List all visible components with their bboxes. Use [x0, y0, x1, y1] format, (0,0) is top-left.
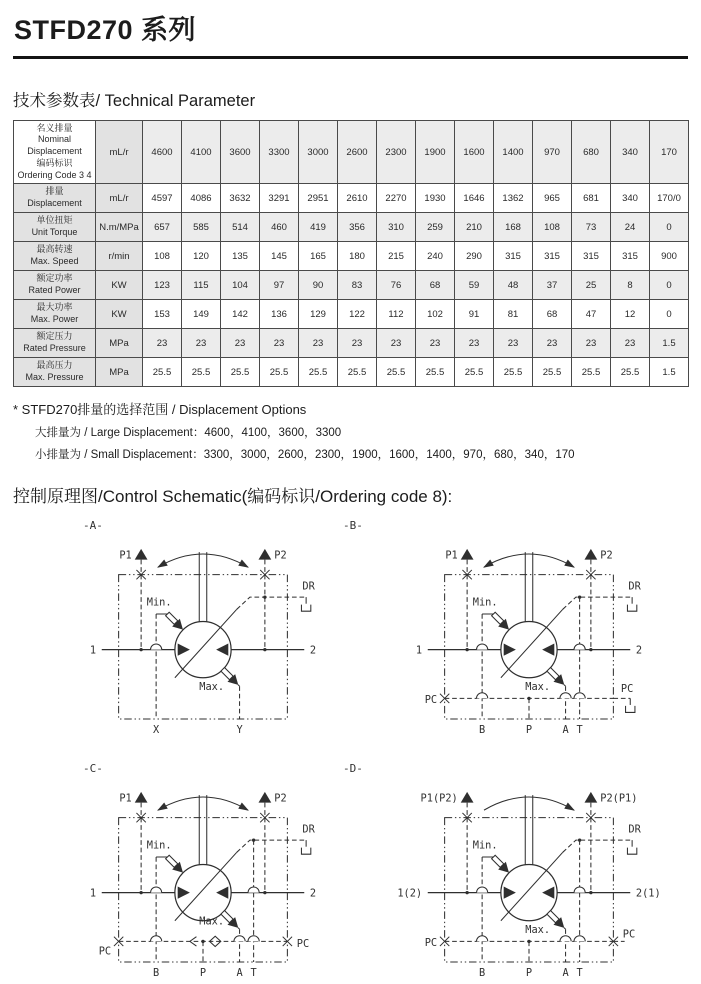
table-cell: 135 [221, 242, 260, 271]
line-jump-icon [477, 935, 488, 941]
line-jump-icon [574, 644, 585, 650]
table-cell: 419 [299, 213, 338, 242]
table-cell: 1930 [416, 184, 455, 213]
table-cell: 170/0 [650, 184, 689, 213]
table-cell: 1646 [455, 184, 494, 213]
port-a-label: A [562, 724, 569, 736]
junction-dot [139, 648, 142, 651]
port-2-label: 2 [310, 644, 316, 656]
table-cell: 680 [572, 121, 611, 184]
junction-dot [527, 939, 530, 942]
table-cell: 25.5 [572, 358, 611, 387]
schematic-a [53, 539, 353, 742]
p1-label: P1 [119, 792, 131, 804]
row-label: 额定压力 Rated Pressure [14, 329, 96, 358]
p1-flow-triangle-icon [135, 549, 148, 560]
pc-left-label: PC [425, 694, 437, 706]
table-cell: 47 [572, 300, 611, 329]
table-cell: 23 [416, 329, 455, 358]
line-jump-icon [151, 887, 162, 893]
table-cell: 102 [416, 300, 455, 329]
max-control-elbow [564, 685, 566, 687]
max-label: Max. [199, 915, 224, 927]
schematic-cell-b [379, 525, 679, 742]
p1-label: P1 [445, 550, 457, 562]
table-cell: 97 [260, 271, 299, 300]
table-cell: 965 [533, 184, 572, 213]
table-cell: 25.5 [182, 358, 221, 387]
table-cell: 90 [299, 271, 338, 300]
pc-left-label: PC [425, 937, 437, 949]
table-cell: 1400 [494, 121, 533, 184]
table-cell: 315 [572, 242, 611, 271]
table-cell: 165 [299, 242, 338, 271]
table-cell: 900 [650, 242, 689, 271]
line-jump-icon [574, 935, 585, 941]
line-jump-icon [477, 693, 488, 699]
row-unit: mL/r [96, 184, 143, 213]
pc-right-label: PC [623, 928, 635, 940]
table-cell: 1.5 [650, 358, 689, 387]
table-cell: 142 [221, 300, 260, 329]
table-cell: 122 [338, 300, 377, 329]
arc-arrowhead-icon [157, 559, 168, 567]
max-control-elbow [238, 927, 240, 929]
table-cell: 23 [455, 329, 494, 358]
min-label: Min. [473, 839, 498, 851]
port-1-label: 1 [90, 887, 96, 899]
table-cell: 2300 [377, 121, 416, 184]
table-cell: 4086 [182, 184, 221, 213]
table-cell: 23 [299, 329, 338, 358]
schematic-b [379, 539, 679, 742]
small-displacement-note: 小排量为 / Small Displacement：3300，3000，2600，2300，1900，1600，1400，970，680，340，170 [35, 446, 688, 462]
table-cell: 1900 [416, 121, 455, 184]
table-cell: 23 [182, 329, 221, 358]
row-label: 最高压力 Max. Pressure [14, 358, 96, 387]
parameters-section-title: 技术参数表/ Technical Parameter [13, 87, 688, 111]
table-cell: 4100 [182, 121, 221, 184]
p2-label: P2 [274, 550, 286, 562]
table-cell: 657 [143, 213, 182, 242]
p2-label: P2 [274, 792, 286, 804]
table-cell: 290 [455, 242, 494, 271]
title-rule [13, 56, 688, 59]
p1-label: P1(P2) [421, 792, 458, 804]
junction-dot [263, 890, 266, 893]
table-cell: 460 [260, 213, 299, 242]
table-cell: 315 [533, 242, 572, 271]
rotation-arc [484, 554, 574, 567]
displacement-options-note: * STFD270排量的选择范围 / Displacement Options [13, 399, 688, 418]
pc-left-label: PC [99, 945, 111, 957]
table-cell: 3000 [299, 121, 338, 184]
table-cell: 25.5 [143, 358, 182, 387]
rotation-arc [484, 797, 574, 810]
schematic-cell-c [53, 768, 353, 984]
table-cell: 25.5 [416, 358, 455, 387]
junction-dot [263, 648, 266, 651]
max-control-elbow [238, 685, 240, 687]
table-cell: 12 [611, 300, 650, 329]
table-cell: 356 [338, 213, 377, 242]
table-cell: 2270 [377, 184, 416, 213]
arc-arrowhead-icon [157, 802, 168, 810]
p1-flow-triangle-icon [461, 549, 474, 560]
p2-flow-triangle-icon [259, 549, 272, 560]
table-cell: 23 [572, 329, 611, 358]
port-t-label: T [577, 967, 583, 979]
table-row [14, 271, 689, 300]
schematic-tag-b: -B- [343, 519, 363, 532]
table-cell: 3632 [221, 184, 260, 213]
arc-arrowhead-icon [238, 802, 249, 810]
line-jump-icon [248, 935, 259, 941]
table-cell: 23 [533, 329, 572, 358]
table-row [14, 242, 689, 271]
row-unit: KW [96, 300, 143, 329]
drain-symbol-icon [627, 597, 636, 611]
drain-line [563, 840, 632, 852]
schematic-grid [13, 525, 688, 984]
junction-dot [465, 890, 468, 893]
line-jump-icon [477, 887, 488, 893]
port-1-label: 1(2) [397, 887, 422, 899]
row-unit: mL/r [96, 121, 143, 184]
row-label: 单位扭矩 Unit Torque [14, 213, 96, 242]
table-cell: 4597 [143, 184, 182, 213]
table-cell: 104 [221, 271, 260, 300]
table-cell: 129 [299, 300, 338, 329]
dr-label: DR [302, 823, 315, 835]
table-cell: 83 [338, 271, 377, 300]
table-cell: 310 [377, 213, 416, 242]
table-cell: 170 [650, 121, 689, 184]
row-unit: KW [96, 271, 143, 300]
table-cell: 0 [650, 271, 689, 300]
table-cell: 149 [182, 300, 221, 329]
rotation-arc [158, 554, 248, 567]
table-cell: 115 [182, 271, 221, 300]
port-1-label: 1 [90, 644, 96, 656]
table-cell: 136 [260, 300, 299, 329]
table-cell: 240 [416, 242, 455, 271]
port-b-label: B [479, 967, 485, 979]
port-b-label: B [153, 967, 159, 979]
min-label: Min. [147, 597, 172, 609]
junction-dot [201, 939, 204, 942]
table-cell: 259 [416, 213, 455, 242]
port-t-label: T [577, 724, 583, 736]
table-cell: 120 [182, 242, 221, 271]
table-cell: 25.5 [611, 358, 650, 387]
max-label: Max. [525, 923, 550, 935]
rotation-arc [158, 797, 248, 810]
table-cell: 340 [611, 184, 650, 213]
table-cell: 0 [650, 213, 689, 242]
port-1-label: 1 [416, 644, 422, 656]
table-row [14, 121, 689, 184]
row-unit: MPa [96, 329, 143, 358]
table-cell: 1.5 [650, 329, 689, 358]
row-unit: N.m/MPa [96, 213, 143, 242]
port-y-label: Y [236, 724, 243, 736]
params-table-body [14, 121, 689, 387]
schematic-cell-d [379, 768, 679, 984]
table-cell: 3300 [260, 121, 299, 184]
table-cell: 25.5 [533, 358, 572, 387]
pc-right-label: PC [297, 938, 309, 950]
p2-label: P2 [600, 550, 612, 562]
table-cell: 81 [494, 300, 533, 329]
row-label: 最高转速 Max. Speed [14, 242, 96, 271]
port-p-label: P [526, 724, 532, 736]
min-label: Min. [473, 597, 498, 609]
table-cell: 68 [416, 271, 455, 300]
table-cell: 23 [377, 329, 416, 358]
schematic-section-title: 控制原理图/Control Schematic(编码标识/Ordering code 8): [13, 482, 688, 507]
table-cell: 73 [572, 213, 611, 242]
drain-line [237, 840, 306, 852]
port-a-label: A [236, 967, 243, 979]
arc-arrowhead-icon [564, 802, 575, 810]
port-a-label: A [562, 967, 569, 979]
port-t-label: T [251, 967, 257, 979]
schematic-tag-c: -C- [83, 762, 103, 775]
table-cell: 23 [338, 329, 377, 358]
port-b-label: B [479, 724, 485, 736]
drain-symbol-icon [627, 840, 636, 854]
junction-dot [465, 648, 468, 651]
table-cell: 681 [572, 184, 611, 213]
p2-flow-triangle-icon [585, 549, 598, 560]
table-cell: 168 [494, 213, 533, 242]
row-unit: r/min [96, 242, 143, 271]
line-jump-icon [560, 693, 571, 699]
min-label: Min. [147, 839, 172, 851]
table-cell: 153 [143, 300, 182, 329]
line-jump-icon [477, 644, 488, 650]
schematic-tag-d: -D- [343, 762, 363, 775]
line-jump-icon [151, 644, 162, 650]
dr-label: DR [628, 823, 641, 835]
port-x-label: X [153, 724, 160, 736]
arc-arrowhead-icon [238, 559, 249, 567]
max-control-elbow [564, 927, 566, 929]
table-cell: 23 [143, 329, 182, 358]
table-row [14, 329, 689, 358]
table-cell: 108 [143, 242, 182, 271]
table-cell: 68 [533, 300, 572, 329]
table-cell: 25 [572, 271, 611, 300]
arc-arrowhead-icon [483, 559, 494, 567]
table-cell: 2951 [299, 184, 338, 213]
junction-dot [139, 890, 142, 893]
table-cell: 970 [533, 121, 572, 184]
line-jump-icon [574, 887, 585, 893]
table-cell: 23 [221, 329, 260, 358]
junction-dot [527, 697, 530, 700]
port-p-label: P [526, 967, 532, 979]
table-cell: 315 [494, 242, 533, 271]
p1-flow-triangle-icon [461, 791, 474, 802]
table-cell: 585 [182, 213, 221, 242]
table-cell: 108 [533, 213, 572, 242]
row-label: 排量 Displacement [14, 184, 96, 213]
table-cell: 2600 [338, 121, 377, 184]
table-cell: 91 [455, 300, 494, 329]
table-cell: 0 [650, 300, 689, 329]
port-2-label: 2(1) [636, 887, 661, 899]
table-row [14, 300, 689, 329]
table-cell: 23 [611, 329, 650, 358]
row-label: 额定功率 Rated Power [14, 271, 96, 300]
table-cell: 1600 [455, 121, 494, 184]
schematic-cell-a [53, 525, 353, 742]
table-cell: 76 [377, 271, 416, 300]
max-label: Max. [199, 681, 224, 693]
table-cell: 8 [611, 271, 650, 300]
drain-line [237, 597, 306, 609]
port-2-label: 2 [636, 644, 642, 656]
arc-arrowhead-icon [564, 559, 575, 567]
port-2-label: 2 [310, 887, 316, 899]
pc-right-label: PC [621, 683, 633, 695]
table-cell: 25.5 [260, 358, 299, 387]
table-cell: 25.5 [299, 358, 338, 387]
line-jump-icon [248, 887, 259, 893]
line-jump-icon [151, 935, 162, 941]
dr-label: DR [628, 581, 641, 593]
table-cell: 3291 [260, 184, 299, 213]
table-cell: 210 [455, 213, 494, 242]
p2-flow-triangle-icon [259, 791, 272, 802]
table-cell: 1362 [494, 184, 533, 213]
table-cell: 23 [260, 329, 299, 358]
drain-line [563, 597, 632, 609]
table-cell: 3600 [221, 121, 260, 184]
schematic-c [53, 782, 353, 984]
table-cell: 37 [533, 271, 572, 300]
drain-symbol-icon [301, 840, 310, 854]
row-label: 最大功率 Max. Power [14, 300, 96, 329]
dr-label: DR [302, 581, 315, 593]
page-title: STFD270 系列 [14, 8, 688, 47]
table-cell: 180 [338, 242, 377, 271]
table-cell: 145 [260, 242, 299, 271]
table-cell: 59 [455, 271, 494, 300]
technical-parameter-table [13, 120, 689, 387]
table-row [14, 184, 689, 213]
table-cell: 340 [611, 121, 650, 184]
large-displacement-note: 大排量为 / Large Displacement：4600，4100，3600，3300 [35, 424, 688, 440]
datasheet-page [0, 8, 701, 984]
row-label: 名义排量 Nominal Displacement 编码标识 Ordering Code 3 4 [14, 121, 96, 184]
table-cell: 25.5 [338, 358, 377, 387]
line-jump-icon [234, 935, 245, 941]
drain-symbol-icon [301, 597, 310, 611]
schematic-d [379, 782, 679, 984]
junction-dot [589, 648, 592, 651]
table-cell: 123 [143, 271, 182, 300]
table-cell: 48 [494, 271, 533, 300]
p2-label: P2(P1) [600, 792, 637, 804]
row-unit: MPa [96, 358, 143, 387]
table-cell: 215 [377, 242, 416, 271]
p1-label: P1 [119, 550, 131, 562]
table-row [14, 358, 689, 387]
table-cell: 4600 [143, 121, 182, 184]
table-cell: 315 [611, 242, 650, 271]
table-cell: 25.5 [494, 358, 533, 387]
table-cell: 23 [494, 329, 533, 358]
max-label: Max. [525, 681, 550, 693]
p1-flow-triangle-icon [135, 791, 148, 802]
line-jump-icon [560, 935, 571, 941]
pc-drain-symbol-icon [626, 698, 635, 712]
table-cell: 25.5 [221, 358, 260, 387]
table-cell: 2610 [338, 184, 377, 213]
port-p-label: P [200, 967, 206, 979]
p2-flow-triangle-icon [585, 791, 598, 802]
table-row [14, 213, 689, 242]
line-jump-icon [574, 693, 585, 699]
schematic-tag-a: -A- [83, 519, 103, 532]
table-cell: 514 [221, 213, 260, 242]
table-cell: 25.5 [455, 358, 494, 387]
table-cell: 24 [611, 213, 650, 242]
table-cell: 25.5 [377, 358, 416, 387]
junction-dot [589, 890, 592, 893]
table-cell: 112 [377, 300, 416, 329]
